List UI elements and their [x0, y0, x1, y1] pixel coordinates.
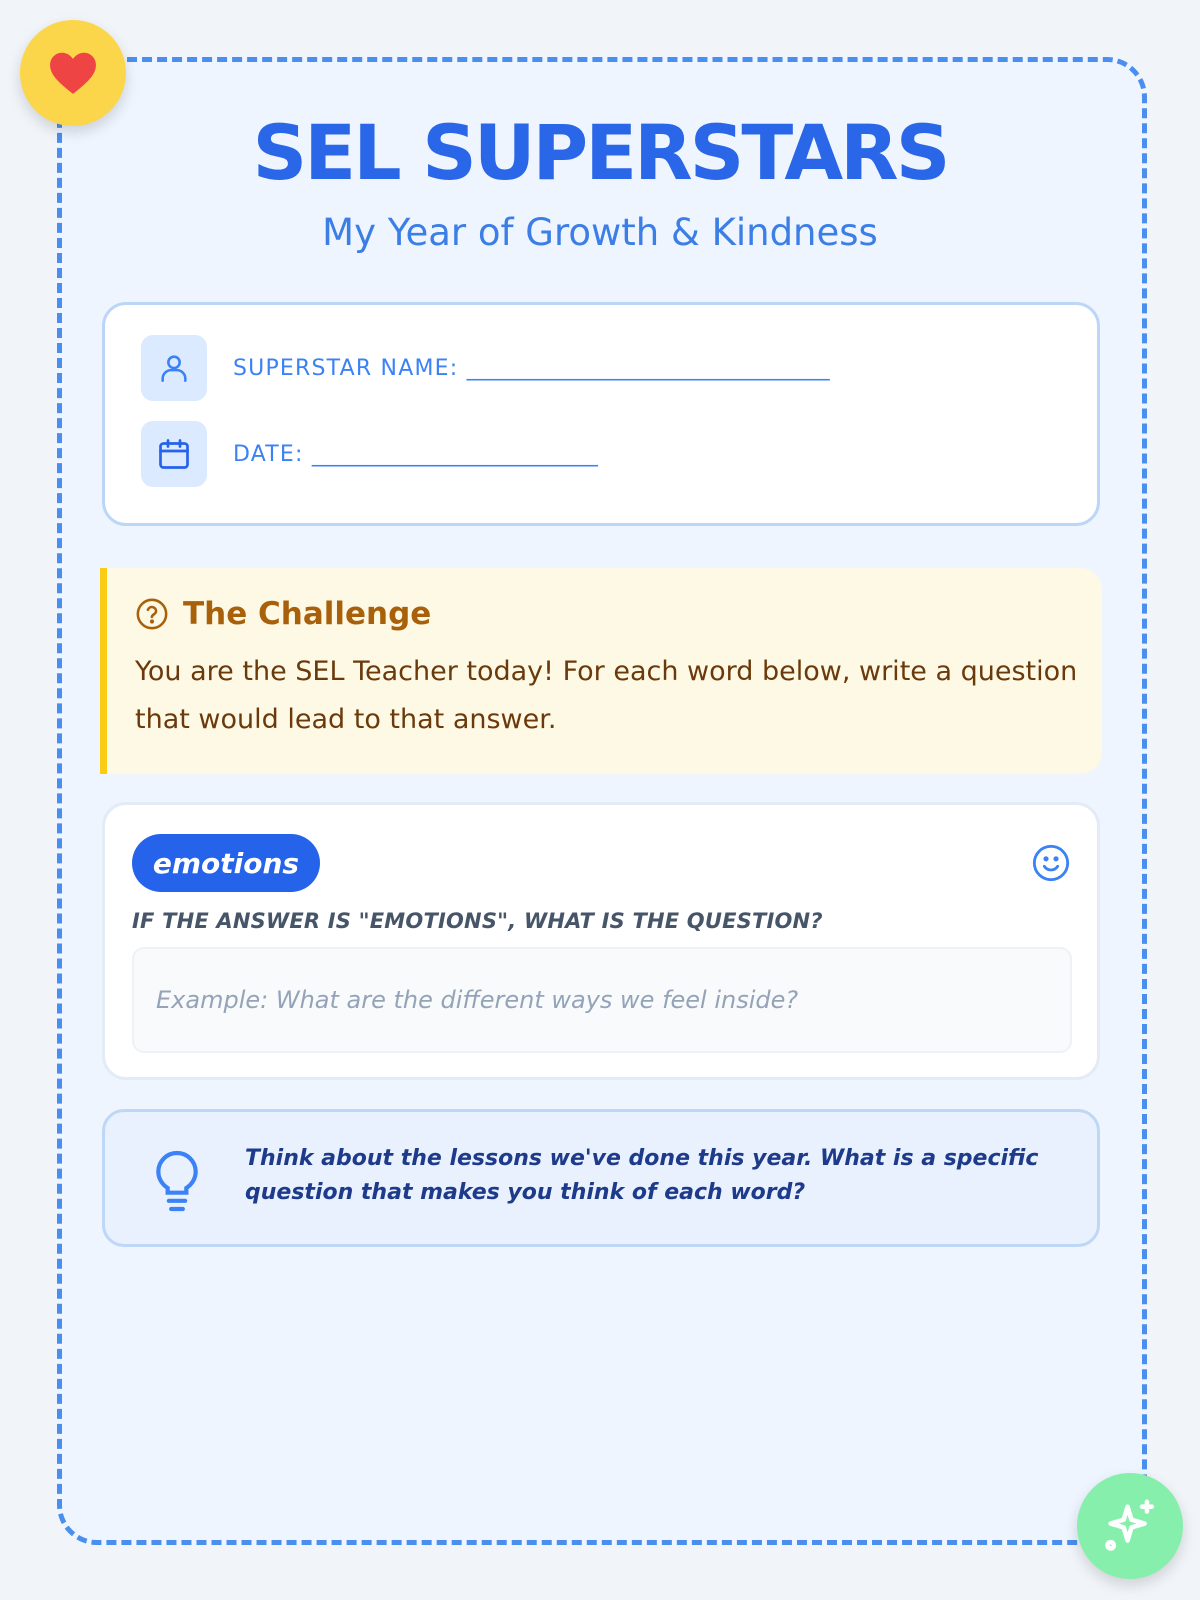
name-icon-box — [141, 335, 207, 401]
date-label: DATE: — [233, 441, 304, 467]
page-title: SEL SUPERSTARS — [252, 108, 948, 197]
date-blank-line: __________________________ — [311, 441, 598, 467]
student-info-card — [102, 302, 1100, 526]
tip-text: Think about the lessons we've done this year. What is a specific question that makes you think of each word? — [245, 1146, 1039, 1205]
user-icon — [157, 351, 191, 385]
name-field[interactable] — [233, 356, 830, 381]
name-row — [141, 335, 830, 401]
help-circle-icon — [135, 597, 169, 631]
page-subtitle: My Year of Growth & Kindness — [322, 211, 878, 254]
challenge-box — [100, 568, 1102, 774]
name-blank-line: _________________________________ — [466, 355, 830, 381]
challenge-title: The Challenge — [183, 596, 432, 632]
word-pill: emotions — [132, 834, 320, 892]
challenge-header — [135, 596, 431, 632]
date-row — [141, 421, 598, 487]
word-question-card — [102, 802, 1100, 1080]
answer-input[interactable] — [132, 947, 1072, 1053]
answer-placeholder: Example: What are the different ways we feel inside? — [156, 986, 799, 1014]
smile-icon — [1031, 843, 1071, 883]
tip-box — [102, 1109, 1100, 1247]
question-prompt: IF THE ANSWER IS "EMOTIONS", WHAT IS THE QUESTION? — [132, 909, 823, 933]
challenge-instructions: You are the SEL Teacher today! For each word below, write a question that would lead to that answer. — [135, 656, 1078, 735]
date-icon-box — [141, 421, 207, 487]
calendar-icon — [156, 436, 192, 472]
lightbulb-icon — [149, 1148, 205, 1214]
name-label: SUPERSTAR NAME: — [233, 355, 459, 381]
sparkles-icon — [1101, 1497, 1159, 1555]
heart-icon — [48, 50, 98, 96]
worksheet-frame — [57, 57, 1147, 1545]
date-field[interactable] — [233, 442, 598, 467]
sparkles-badge — [1077, 1473, 1183, 1579]
